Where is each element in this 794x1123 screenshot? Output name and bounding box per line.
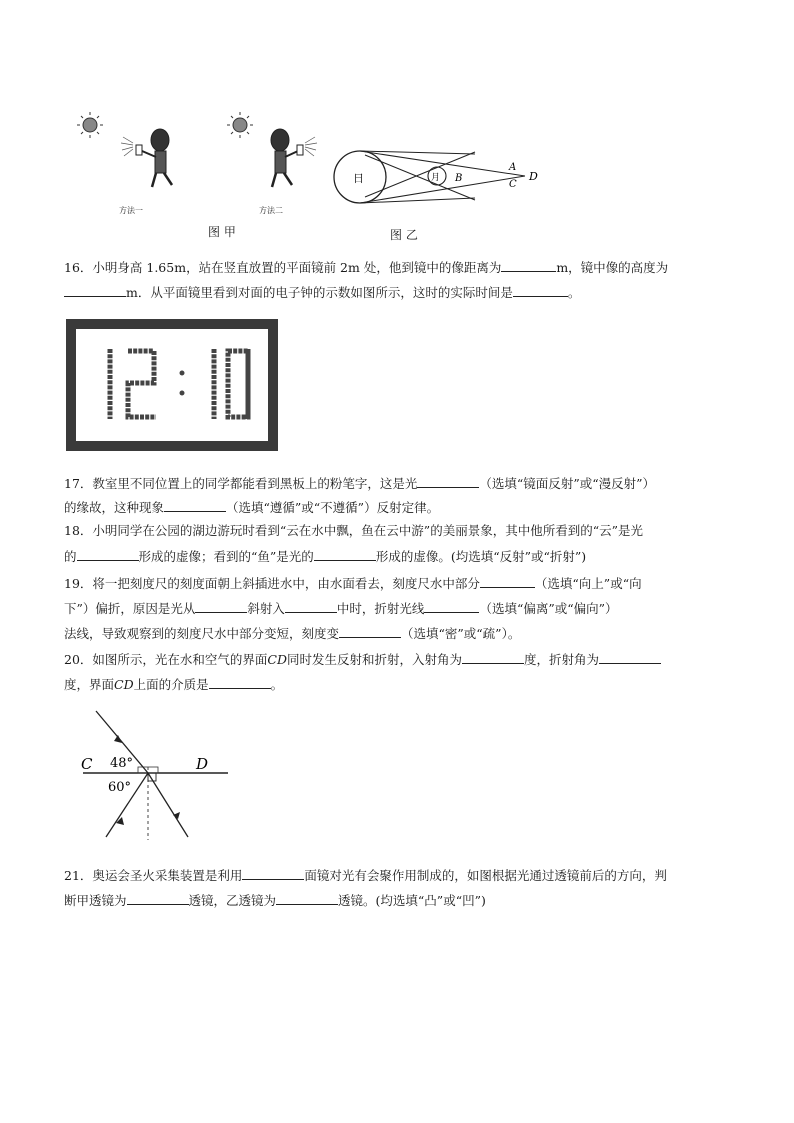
q17-line2: 的缘故，这种现象 （选填“遵循”或“不遵循”）反射定律。 (64, 500, 440, 515)
q19-answer-blank-5[interactable] (339, 625, 401, 638)
q18-answer-blank-1[interactable] (77, 548, 139, 561)
spray-lines (121, 137, 133, 156)
refraction-diagram (78, 705, 238, 845)
figure-jia-caption: 图 甲 (208, 225, 236, 239)
label-a: A (509, 162, 517, 173)
q18-answer-blank-2[interactable] (314, 548, 376, 561)
q19-answer-blank-4[interactable] (424, 600, 479, 613)
sun-icon (77, 112, 103, 138)
q20-line1: 20．如图所示，光在水和空气的界面CD同时发生反射和折射，入射角为 度，折射角为 (64, 651, 661, 668)
light-rays (96, 711, 188, 837)
angle-60: 60° (108, 780, 132, 795)
person-spraying-icon (271, 129, 303, 187)
q21-answer-blank-1[interactable] (242, 867, 304, 880)
label-c: C (509, 179, 517, 190)
q16-answer-blank-1[interactable] (501, 259, 556, 272)
label-b: B (455, 173, 463, 184)
eclipse-diagram (325, 145, 555, 245)
q19-answer-blank-1[interactable] (480, 575, 535, 588)
figure-yi (325, 145, 555, 245)
q19-answer-blank-3[interactable] (285, 600, 337, 613)
q17-answer-blank-2[interactable] (164, 499, 226, 512)
q20-line2: 度，界面CD上面的介质是 。 (64, 677, 284, 692)
q18-line1: 18．小明同学在公园的湖边游玩时看到“云在水中飘，鱼在云中游”的美丽景象，其中他所看到的“云”是光 (64, 523, 643, 538)
q16-line1: 16．小明身高 1.65m，站在竖直放置的平面镜前 2m 处，他到镜中的像距离为 m，镜中像的高度为 (64, 260, 669, 275)
figure-yi-caption: 图 乙 (390, 228, 418, 242)
q17-answer-blank-1[interactable] (417, 475, 479, 488)
q19-line2: 下”）偏折，原因是光从 斜射入 中时，折射光线 （选填“偏离”或“偏向”） (64, 601, 618, 616)
q17-line1: 17．教室里不同位置上的同学都能看到黑板上的粉笔字，这是光 （选填“镜面反射”或“漫反射”） (64, 476, 655, 491)
angle-48: 48° (110, 756, 134, 771)
q19-line1: 19．将一把刻度尺的刻度面朝上斜插进水中，由水面看去，刻度尺水中部分 （选填“向上”或“向 (64, 576, 642, 591)
spray-lines (305, 137, 317, 156)
q21-line2: 断甲透镜为 透镜，乙透镜为 透镜。(均选填“凸”或“凹”) (64, 893, 486, 908)
digital-clock (66, 319, 278, 451)
q19-line3: 法线，导致观察到的刻度尺水中部分变短，刻度变 （选填“密”或“疏”）。 (64, 626, 521, 641)
q16-answer-blank-2[interactable] (64, 284, 126, 297)
ray-lines (360, 151, 525, 203)
figure-jia (75, 105, 335, 240)
figure-jia-drawing (75, 105, 335, 240)
moon-label: 月 (431, 173, 441, 183)
method2-label: 方法二 (259, 206, 283, 215)
person-spraying-icon (136, 129, 172, 187)
q20-answer-blank-2[interactable] (599, 651, 661, 664)
mirror-clock-figure (66, 319, 278, 451)
label-d: D (196, 755, 209, 773)
label-c: C (81, 755, 93, 773)
sun-icon (227, 112, 253, 138)
sun-label: 日 (353, 172, 364, 185)
label-d: D (529, 170, 538, 183)
q19-answer-blank-2[interactable] (195, 600, 247, 613)
q20-answer-blank-1[interactable] (462, 651, 524, 664)
method1-label: 方法一 (119, 206, 143, 215)
q21-answer-blank-2[interactable] (127, 892, 189, 905)
q16-line2: m．从平面镜里看到对面的电子钟的示数如图所示，这时的实际时间是 。 (64, 284, 580, 301)
q20-answer-blank-3[interactable] (209, 676, 271, 689)
q21-line1: 21．奥运会圣火采集装置是利用 面镜对光有会聚作用制成的，如图根据光通过透镜前后的方向，判 (64, 868, 667, 883)
q16-answer-blank-3[interactable] (513, 284, 568, 297)
q21-answer-blank-3[interactable] (276, 892, 338, 905)
q18-line2: 的 形成的虚像；看到的“鱼”是光的 形成的虚像。(均选填“反射”或“折射”) (64, 549, 587, 564)
refraction-figure (78, 705, 238, 845)
